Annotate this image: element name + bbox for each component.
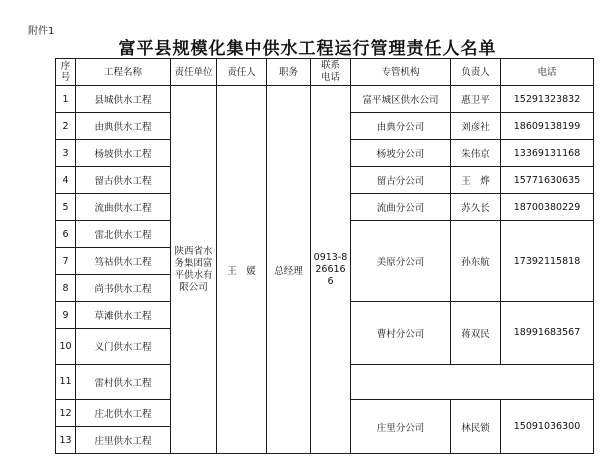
agency-name: 由典分公司 xyxy=(351,113,451,140)
row-number: 10 xyxy=(56,329,76,365)
agency-name: 美原分公司 xyxy=(351,221,451,302)
agency-manager: 惠卫平 xyxy=(451,86,501,113)
responsibility-table xyxy=(55,58,594,454)
header-contact: 联系电话 xyxy=(311,59,351,86)
agency-name: 富平城区供水公司 xyxy=(351,86,451,113)
project-name: 草滩供水工程 xyxy=(76,302,171,329)
agency-name: 流曲分公司 xyxy=(351,194,451,221)
attachment-label: 附件1 xyxy=(28,26,55,37)
agency-manager: 林民锁 xyxy=(451,400,501,454)
header-seq: 序号 xyxy=(56,59,76,86)
agency-phone: 17392115818 xyxy=(501,221,594,302)
header-person: 责任人 xyxy=(217,59,267,86)
row-number: 13 xyxy=(56,427,76,454)
agency-name: 留古分公司 xyxy=(351,167,451,194)
row-number: 1 xyxy=(56,86,76,113)
row-number: 6 xyxy=(56,221,76,248)
row-number: 12 xyxy=(56,400,76,427)
row-number: 11 xyxy=(56,364,76,400)
responsible-position: 总经理 xyxy=(267,86,311,454)
row-number: 8 xyxy=(56,275,76,302)
agency-phone: 15771630635 xyxy=(501,167,594,194)
header-phone: 电话 xyxy=(501,59,594,86)
agency-phone: 15091036300 xyxy=(501,400,594,454)
row-number: 3 xyxy=(56,140,76,167)
project-name: 由典供水工程 xyxy=(76,113,171,140)
agency-manager: 王 烨 xyxy=(451,167,501,194)
project-name: 尚书供水工程 xyxy=(76,275,171,302)
agency-manager: 朱伟京 xyxy=(451,140,501,167)
agency-phone: 18609138199 xyxy=(501,113,594,140)
header-project: 工程名称 xyxy=(76,59,171,86)
agency-phone: 13369131168 xyxy=(501,140,594,167)
header-manager: 负责人 xyxy=(451,59,501,86)
project-name: 留古供水工程 xyxy=(76,167,171,194)
responsible-unit: 陕西省水务集团富平供水有限公司 xyxy=(171,86,217,454)
agency-manager: 刘彦社 xyxy=(451,113,501,140)
table-header-row xyxy=(56,59,594,86)
project-name: 庄北供水工程 xyxy=(76,400,171,427)
row-number: 4 xyxy=(56,167,76,194)
document-title: 富平县规模化集中供水工程运行管理责任人名单 xyxy=(118,39,497,59)
row-number: 5 xyxy=(56,194,76,221)
agency-name: 庄里分公司 xyxy=(351,400,451,454)
agency-phone: 15291323832 xyxy=(501,86,594,113)
header-unit: 责任单位 xyxy=(171,59,217,86)
row-number: 7 xyxy=(56,248,76,275)
header-agency: 专管机构 xyxy=(351,59,451,86)
agency-phone: 18991683567 xyxy=(501,302,594,365)
row-number: 9 xyxy=(56,302,76,329)
row-number: 2 xyxy=(56,113,76,140)
agency-manager: 孙东航 xyxy=(451,221,501,302)
project-name: 雷北供水工程 xyxy=(76,221,171,248)
header-position: 职务 xyxy=(267,59,311,86)
table-row xyxy=(56,86,594,113)
responsible-phone: 0913-8266166 xyxy=(311,86,351,454)
project-name: 笃祜供水工程 xyxy=(76,248,171,275)
project-name: 义门供水工程 xyxy=(76,329,171,365)
responsible-person: 王 媛 xyxy=(217,86,267,454)
agency-manager: 蒋双民 xyxy=(451,302,501,365)
agency-name: 杨坡分公司 xyxy=(351,140,451,167)
agency-manager: 苏久长 xyxy=(451,194,501,221)
project-name: 流曲供水工程 xyxy=(76,194,171,221)
project-name: 雷村供水工程 xyxy=(76,364,171,400)
project-name: 庄里供水工程 xyxy=(76,427,171,454)
agency-name: 曹村分公司 xyxy=(351,302,451,365)
agency-phone: 18700380229 xyxy=(501,194,594,221)
project-name: 县城供水工程 xyxy=(76,86,171,113)
project-name: 杨坡供水工程 xyxy=(76,140,171,167)
